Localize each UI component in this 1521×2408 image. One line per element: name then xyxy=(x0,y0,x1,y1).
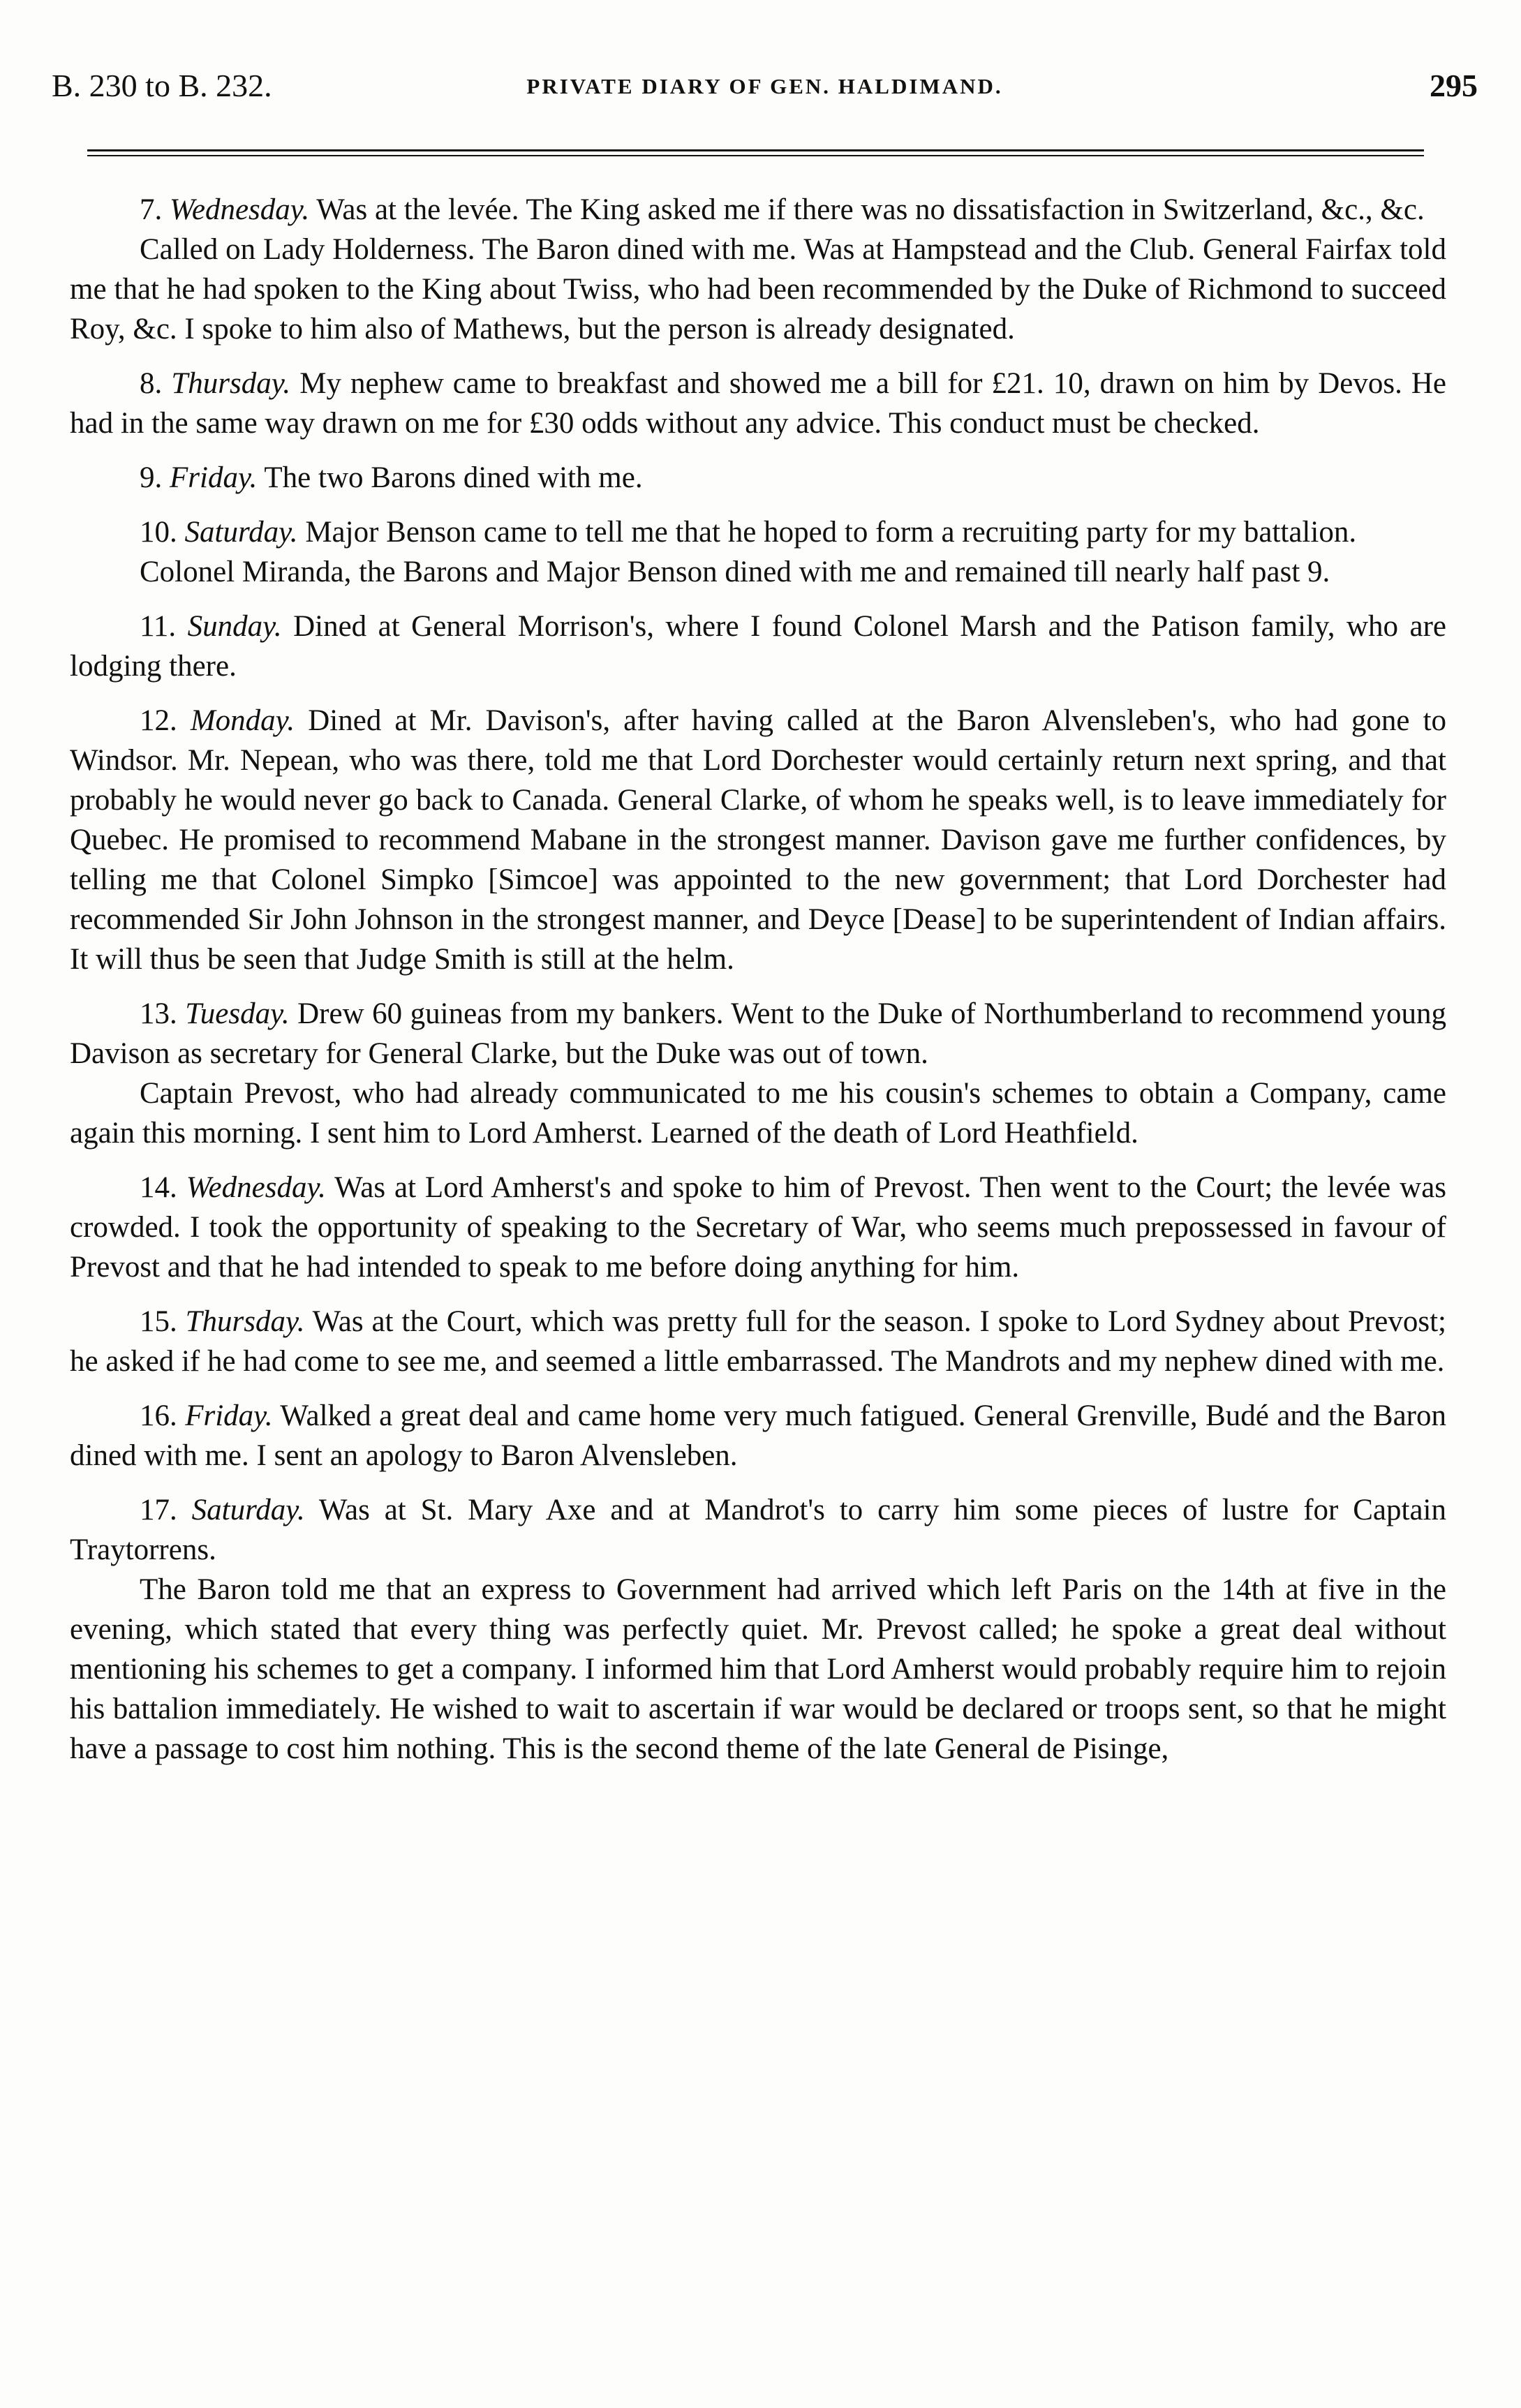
diary-entry xyxy=(70,1490,1446,1769)
diary-entries xyxy=(70,190,1446,1783)
entry-first-paragraph xyxy=(70,512,1446,552)
entry-text: Was at St. Mary Axe and at Mandrot's to carry him some pieces of lustre for Captain Traytorrens. xyxy=(70,1494,1446,1566)
entry-weekday: Friday. xyxy=(170,461,258,494)
diary-entry xyxy=(70,1396,1446,1476)
entry-weekday: Tuesday. xyxy=(185,997,290,1030)
diary-entry xyxy=(70,994,1446,1153)
entry-first-paragraph xyxy=(70,190,1446,230)
diary-entry xyxy=(70,458,1446,498)
entry-first-paragraph xyxy=(70,1396,1446,1476)
entry-first-paragraph xyxy=(70,1168,1446,1287)
entry-first-paragraph xyxy=(70,364,1446,443)
header-rule xyxy=(87,149,1424,151)
entry-date-number: 16. xyxy=(140,1399,177,1432)
diary-entry xyxy=(70,190,1446,349)
entry-first-paragraph xyxy=(70,607,1446,686)
running-header xyxy=(52,67,1478,116)
entry-paragraph xyxy=(70,1073,1446,1153)
diary-entry xyxy=(70,512,1446,592)
entry-weekday: Monday. xyxy=(190,704,295,737)
entry-text: Colonel Miranda, the Barons and Major Benson dined with me and remained till nearly half past 9. xyxy=(140,556,1330,588)
header-rule-thin xyxy=(87,155,1424,156)
page-number: 295 xyxy=(1430,68,1478,103)
entry-text: Dined at Mr. Davison's, after having called at the Baron Alvensleben's, who had gone to Windsor. Mr. Nepean, who was there, told me that Lord Dorchester would certainly return next spring, and that probably he would never go back to Canada. General Clarke, of whom he speaks well, is to leave immediately for Quebec. He promised to recommend Mabane in the strongest manner. Davison gave me further confidences, by telling me that Colonel Simpko [Simcoe] was appointed to the new government; that Lord Dorchester had recommended Sir John Johnson in the strongest manner, and Deyce [Dease] to be superintendent of Indian affairs. It will thus be seen that Judge Smith is still at the helm. xyxy=(70,704,1447,976)
diary-entry xyxy=(70,364,1446,443)
entry-text: Captain Prevost, who had already communicated to me his cousin's schemes to obtain a Company, came again this morning. I sent him to Lord Amherst. Learned of the death of Lord Heathfield. xyxy=(70,1077,1446,1150)
entry-weekday: Saturday. xyxy=(184,516,298,549)
entry-weekday: Saturday. xyxy=(191,1494,305,1526)
reference-range: B. 230 to B. 232. xyxy=(52,68,272,103)
entry-text: Dined at General Morrison's, where I found Colonel Marsh and the Patison family, who are lodging there. xyxy=(70,610,1447,683)
entry-text: The Baron told me that an express to Government had arrived which left Paris on the 14th at five in the evening, which stated that every thing was perfectly quiet. Mr. Prevost called; he spoke a great deal without mentioning his schemes to get a company. I informed him that Lord Amherst would probably require him to rejoin his battalion immediately. He wished to wait to ascertain if war would be declared or troops sent, so that he might have a passage to cost him nothing. This is the second theme of the late General de Pisinge, xyxy=(70,1573,1446,1765)
entry-text: Was at the levée. The King asked me if there was no dissatisfaction in Switzerland, &c., &c. xyxy=(316,193,1425,226)
diary-entry xyxy=(70,1302,1446,1381)
entry-weekday: Wednesday. xyxy=(186,1171,326,1204)
entry-text: Drew 60 guineas from my bankers. Went to the Duke of Northumberland to recommend young Davison as secretary for General Clarke, but the Duke was out of town. xyxy=(70,997,1447,1070)
entry-first-paragraph xyxy=(70,1302,1446,1381)
entry-first-paragraph xyxy=(70,458,1446,498)
entry-text: Was at the Court, which was pretty full for the season. I spoke to Lord Sydney about Prevost; he asked if he had come to see me, and seemed a little embarrassed. The Mandrots and my nephew dined with me. xyxy=(70,1305,1446,1378)
entry-weekday: Sunday. xyxy=(187,610,282,643)
entry-first-paragraph xyxy=(70,1490,1446,1570)
entry-text: Major Benson came to tell me that he hoped to form a recruiting party for my battalion. xyxy=(305,516,1357,549)
entry-date-number: 12. xyxy=(140,704,177,737)
diary-entry xyxy=(70,1168,1446,1287)
entry-paragraph xyxy=(70,552,1446,592)
entry-text: The two Barons dined with me. xyxy=(264,461,643,494)
entry-weekday: Friday. xyxy=(185,1399,273,1432)
entry-text: Walked a great deal and came home very much fatigued. General Grenville, Budé and the Baron dined with me. I sent an apology to Baron Alvensleben. xyxy=(70,1399,1446,1472)
diary-entry xyxy=(70,701,1446,979)
entry-first-paragraph xyxy=(70,994,1446,1073)
entry-text: My nephew came to breakfast and showed me a bill for £21. 10, drawn on him by Devos. He had in the same way drawn on me for £30 odds without any advice. This conduct must be checked. xyxy=(70,367,1447,440)
entry-date-number: 15. xyxy=(140,1305,177,1338)
entry-date-number: 14. xyxy=(140,1171,177,1204)
entry-date-number: 10. xyxy=(140,516,177,549)
entry-date-number: 9. xyxy=(140,461,163,494)
entry-weekday: Wednesday. xyxy=(170,193,310,226)
entry-weekday: Thursday. xyxy=(171,367,291,400)
entry-paragraph xyxy=(70,1570,1446,1769)
entry-text: Was at Lord Amherst's and spoke to him of Prevost. Then went to the Court; the levée was crowded. I took the opportunity of speaking to the Secretary of War, who seems much prepossessed in favour of Prevost and that he had intended to speak to me before doing anything for him. xyxy=(70,1171,1447,1284)
diary-entry xyxy=(70,607,1446,686)
entry-first-paragraph xyxy=(70,701,1446,979)
entry-date-number: 7. xyxy=(140,193,163,226)
running-title: PRIVATE DIARY OF GEN. HALDIMAND. xyxy=(526,74,1003,98)
entry-date-number: 17. xyxy=(140,1494,177,1526)
entry-text: Called on Lady Holderness. The Baron dined with me. Was at Hampstead and the Club. General Fairfax told me that he had spoken to the King about Twiss, who had been recommended by the Duke of Richmond to succeed Roy, &c. I spoke to him also of Mathews, but the person is already designated. xyxy=(70,233,1446,345)
entry-date-number: 13. xyxy=(140,997,177,1030)
entry-date-number: 11. xyxy=(140,610,177,643)
entry-paragraph xyxy=(70,230,1446,349)
entry-date-number: 8. xyxy=(140,367,163,400)
entry-weekday: Thursday. xyxy=(185,1305,305,1338)
